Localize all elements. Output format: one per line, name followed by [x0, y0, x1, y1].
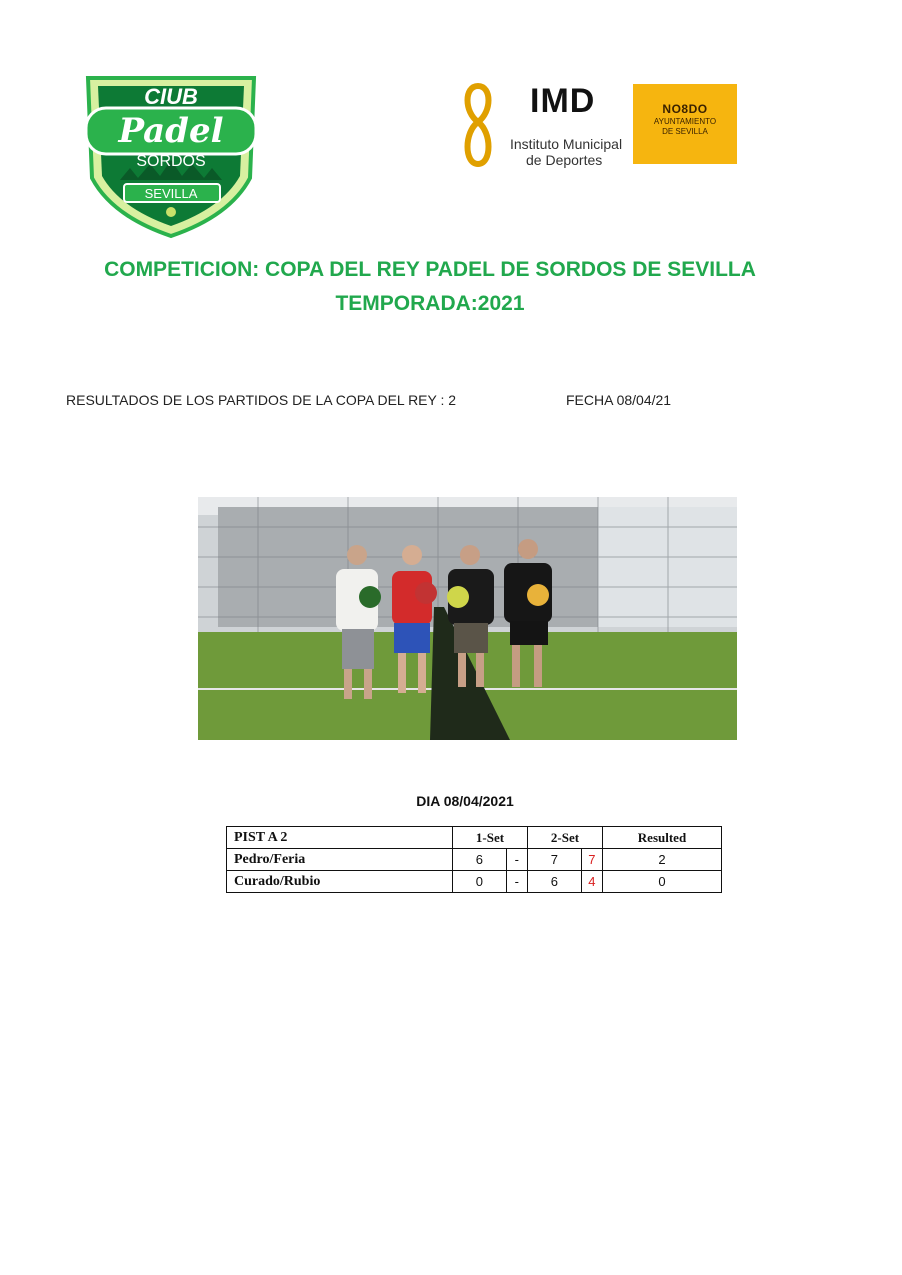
de-sevilla-text: DE SEVILLA	[662, 127, 708, 136]
imd-subtitle-2: de Deportes	[526, 152, 603, 168]
set2-header: 2-Set	[528, 827, 603, 849]
match-result: 0	[603, 871, 722, 893]
table-header-row	[227, 827, 722, 849]
no8do-text: NO8DO	[662, 102, 708, 116]
tiebreak-score: 7	[581, 849, 602, 871]
set2-score: 6	[528, 871, 582, 893]
team-name: Curado/Rubio	[227, 871, 453, 893]
table-row	[227, 871, 722, 893]
dia-label: DIA 08/04/2021	[416, 793, 514, 809]
court-header: PIST A 2	[227, 827, 453, 849]
club-logo-script-text: Padel	[118, 111, 224, 151]
club-logo-mid-text: SORDOS	[136, 153, 206, 170]
set1-score: 6	[453, 849, 507, 871]
tiebreak-score: 4	[581, 871, 602, 893]
club-padel-sordos-logo	[80, 68, 262, 240]
imd-logo	[458, 80, 628, 170]
result-header: Resulted	[603, 827, 722, 849]
score-separator: -	[506, 849, 527, 871]
set1-header: 1-Set	[453, 827, 528, 849]
team-name: Pedro/Feria	[227, 849, 453, 871]
imd-title: IMD	[530, 82, 596, 120]
score-separator: -	[506, 871, 527, 893]
set2-score: 7	[528, 849, 582, 871]
ayuntamiento-sevilla-logo	[633, 84, 737, 164]
match-result: 2	[603, 849, 722, 871]
imd-subtitle-1: Instituto Municipal	[510, 136, 623, 152]
season-title: TEMPORADA:2021	[335, 292, 525, 315]
club-logo-top-text: CIUB	[144, 84, 198, 109]
results-table	[226, 826, 722, 893]
competition-title: COMPETICION: COPA DEL REY PADEL DE SORDOS DE SEVILLA	[104, 258, 756, 281]
club-logo-ribbon-text: SEVILLA	[144, 186, 198, 201]
table-row	[227, 849, 722, 871]
set1-score: 0	[453, 871, 507, 893]
team-photo	[198, 497, 737, 740]
fecha-label: FECHA 08/04/21	[566, 392, 672, 408]
imd-eight-icon	[458, 82, 498, 168]
results-heading: RESULTADOS DE LOS PARTIDOS DE LA COPA DEL REY : 2	[66, 392, 457, 408]
ayuntamiento-text: AYUNTAMIENTO	[653, 117, 717, 126]
